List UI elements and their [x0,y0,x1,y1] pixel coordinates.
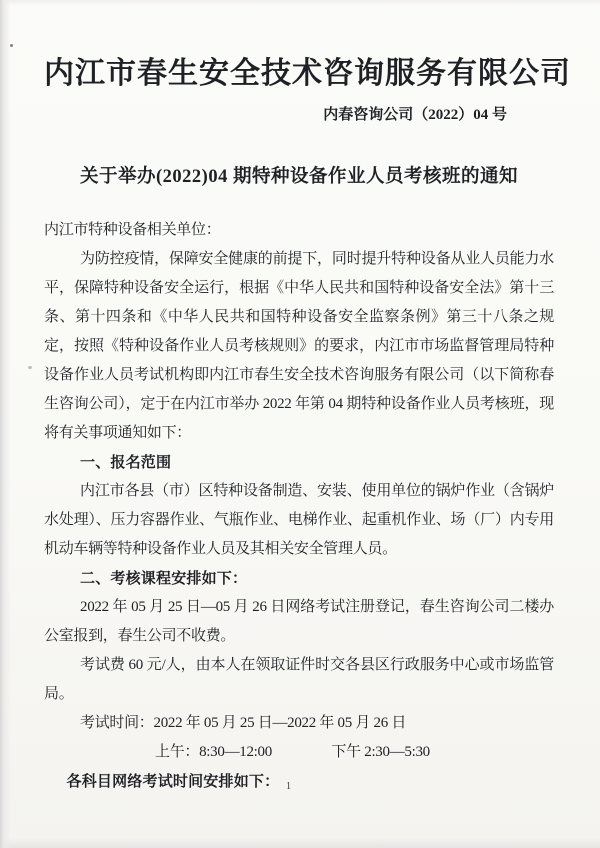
company-title: 内江市春生安全技术咨询服务有限公司 [44,57,571,90]
session-morning: 上午：8:30—12:00 [155,744,272,760]
scan-speck [28,366,32,369]
section2-heading: 二、考核课程安排如下： [80,570,248,587]
section1-body: 内江市各县（市）区特种设备制造、安装、使用单位的锅炉作业（含锅炉水处理）、压力容器作业、气瓶作业、电梯作业、起重机作业、场（厂）内专用机动车辆等特种设备作业人员及其相关安全管理人员。 [44,483,554,557]
page-number: 1 [286,781,291,792]
schedule-note: 各科目网络考试时间安排如下： [66,773,280,790]
intro-paragraph: 为防控疫情，保障安全健康的前提下，同时提升特种设备从业人员能力水平，保障特种设备安全运行，根据《中华人民共和国特种设备安全法》第十三条、第十四条和《中华人民共和国特种设备安全监察条例》第三十八条之规定，按照《特种设备作业人员考核规则》的要求，内江市市场监督管理局特种设备作业人员考试机构即内江市春生安全技术咨询服务有限公司（以下简称春生咨询公司），定于在内江市举办 2022 年第 04 期特种设备作业人员考核班，现将有关事项通知如下： [44,251,554,441]
fee-paragraph: 考试费 60 元/人，由本人在领取证件时交各县区行政服务中心或市场监管局。 [44,657,554,702]
notice-title: 关于举办(2022)04 期特种设备作业人员考核班的通知 [80,167,518,187]
section1-heading: 一、报名范围 [80,454,172,471]
notice-body [44,216,554,796]
salutation: 内江市特种设备相关单位： [44,222,221,238]
session-times-line [44,738,554,767]
exam-time-line: 考试时间：2022 年 05 月 25 日—2022 年 05 月 26 日 [80,715,407,731]
document-number: 内春咨询公司（2022）04 号 [323,107,507,123]
registration-paragraph: 2022 年 05 月 25 日—05 月 26 日网络考试注册登记，春生咨询公司二楼办公室报到，春生公司不收费。 [44,599,554,644]
session-afternoon: 下午 2:30—5:30 [331,744,430,760]
scan-speck [10,44,13,47]
